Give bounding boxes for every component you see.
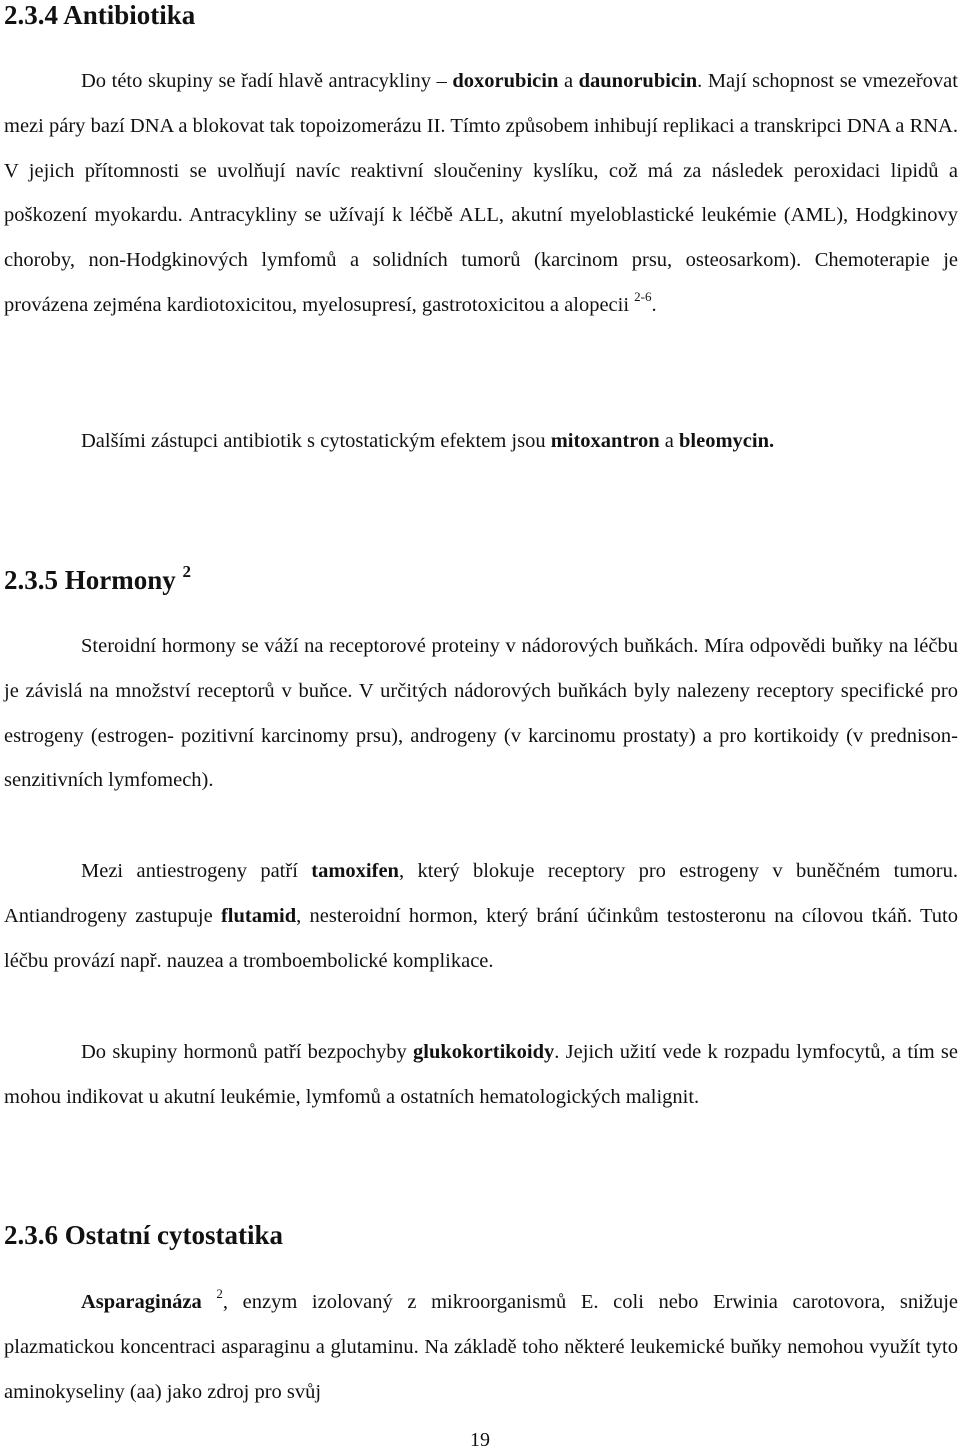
text-run: . Jejich užití vede k rozpadu lymfocytů, a tím se mohou indikovat u akutní leukémie, lymfomů a ostatních hematologických malignit. (4, 1041, 959, 1108)
drug-name-asparaginaza: Asparagináza (81, 1291, 202, 1313)
citation-ref: 2 (182, 562, 191, 581)
drug-name-bleomycin: bleomycin. (679, 430, 775, 452)
text-run: Do skupiny hormonů patří bezpochyby (81, 1041, 413, 1063)
section-heading-ostatni: 2.3.6 Ostatní cytostatika (4, 1220, 283, 1250)
drug-name-flutamid: flutamid (220, 904, 297, 927)
drug-name-tamoxifen: tamoxifen (311, 860, 399, 882)
drug-name-doxorubicin: doxorubicin (452, 70, 559, 92)
text-run: Do této skupiny se řadí hlavě antracykliny – (81, 70, 453, 92)
text-run: a (659, 430, 680, 452)
paragraph-antibiotika-1 (4, 59, 958, 328)
text-run: Mezi antiestrogeny patří (81, 860, 312, 882)
section-heading-hormony (4, 562, 191, 595)
heading-text: 2.3.5 Hormony (4, 565, 176, 595)
drug-name-mitoxantron: mitoxantron (550, 430, 660, 452)
citation-ref: 2 (216, 1286, 223, 1301)
text-run: Steroidní hormony se váží na receptorové proteiny v nádorových buňkách. Míra odpovědi buňky na léčbu je závislá na množství receptorů v buňce. V určitých nádorových buňkách byly nalezeny receptory specifické pro estrogeny (estrogen- pozitivní karcinomy prsu), androgeny (v karcinomu prostaty) a pro kortikoidy (v prednison-senzitivních lymfomech). (4, 635, 958, 792)
text-run: , enzym izolovaný z mikroorganismů E. coli nebo Erwinia carotovora, snižuje plazmatickou koncentraci asparaginu a glutaminu. Na základě toho některé leukemické buňky nemohou využít tyto aminokyseliny (aa) jako zdroj pro svůj (4, 1291, 958, 1403)
text-run: . (651, 293, 657, 316)
paragraph-hormony-2 (4, 849, 958, 983)
paragraph-antibiotika-2 (4, 419, 958, 464)
paragraph-hormony-1 (4, 624, 958, 803)
text-run: a (558, 70, 579, 92)
drug-name-daunorubicin: daunorubicin (578, 70, 698, 92)
text-run: Dalšími zástupci antibiotik s cytostatickým efektem jsou (81, 430, 551, 452)
section-heading-antibiotika: 2.3.4 Antibiotika (4, 0, 196, 30)
paragraph-ostatni-1 (4, 1280, 958, 1414)
text-run: , nesteroidní hormon, který brání účinkům testosteronu na cílovou tkáň. Tuto léčbu provází např. nauzea a tromboembolické komplikace. (4, 904, 958, 972)
paragraph-hormony-3 (4, 1030, 958, 1120)
citation-ref: 2-6 (634, 288, 652, 304)
drug-name-glukokortikoidy: glukokortikoidy (413, 1041, 555, 1063)
text-run: , který blokuje receptory pro estrogeny v buněčném tumoru. Antiandrogeny zastupuje (4, 860, 958, 927)
text-run: . Mají schopnost se vmezeřovat mezi páry bazí DNA a blokovat tak topoizomerázu II. Tímto způsobem inhibují replikaci a transkripci DNA a RNA. V jejich přítomnosti se uvolňují navíc reaktivní sloučeniny kyslíku, což má za následek peroxidaci lipidů a poškození myokardu. Antracykliny se užívají k léčbě ALL, akutní myeloblastické leukémie (AML), Hodgkinovy choroby, non-Hodgkinových lymfomů a solidních tumorů (karcinom prsu, osteosarkom). Chemoterapie je provázena zejména kardiotoxicitou, myelosupresí, gastrotoxicitou a alopecii (4, 70, 958, 316)
page-number: 19 (470, 1429, 490, 1451)
